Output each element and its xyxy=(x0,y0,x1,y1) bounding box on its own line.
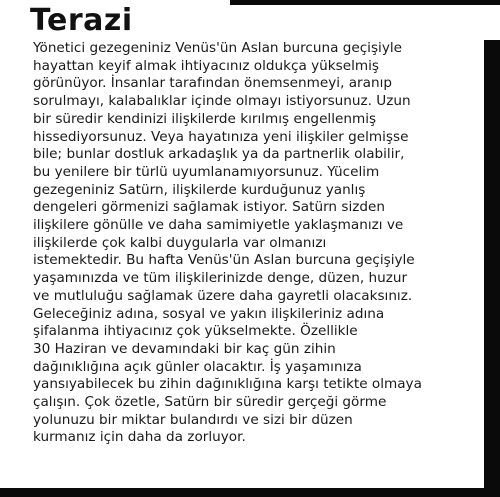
article-body xyxy=(33,40,483,447)
body-line: dağınıklığına açık günler olacaktır. İş yaşamınıza xyxy=(33,358,362,375)
body-line: 30 Haziran ve devamındaki bir kaç gün zihin xyxy=(33,340,336,357)
body-line: bile; bunlar dostluk arkadaşlık ya da partnerlik olabilir, xyxy=(33,146,405,163)
body-line: bu yenilere bir türlü uyumlanamıyorsunuz. Yücelim xyxy=(33,163,380,180)
body-line: çalışın. Çok özetle, Satürn bir süredir gerçeği görme xyxy=(33,394,387,411)
body-line: şifalanma ihtiyacınız çok yükselmekte. Özellikle xyxy=(33,323,358,340)
body-line: yansıyabilecek bu zihin dağınıklığına karşı tetikte olmaya xyxy=(33,376,422,393)
body-line: sorulmayı, kalabalıklar içinde olmayı istiyorsunuz. Uzun xyxy=(33,93,411,110)
body-line: görünüyor. İnsanlar tarafından önemsenmeyi, aranıp xyxy=(33,75,392,92)
body-line: hayattan keyif almak ihtiyacınız oldukça yükselmiş xyxy=(33,57,379,74)
bottom-border-bar xyxy=(0,488,500,497)
article-title: Terazi xyxy=(30,3,133,38)
body-line: gezegeniniz Satürn, ilişkilerde kurduğunuz yanlış xyxy=(33,181,366,198)
body-line: bir süredir kendinizi ilişkilerde kırılmış engellenmiş xyxy=(33,110,377,127)
right-border-bar xyxy=(484,40,500,497)
body-line: ilişkilerde çok kalbi duygularla var olmanızı xyxy=(33,234,327,251)
body-line: Geleceğiniz adına, sosyal ve yakın ilişkileriniz adına xyxy=(33,305,385,322)
body-line: kurmanız için daha da zorluyor. xyxy=(33,429,246,446)
body-line: dengeleri görmenizi sağlamak istiyor. Satürn sizden xyxy=(33,199,385,216)
body-line: yaşamınızda ve tüm ilişkilerinizde denge, düzen, huzur xyxy=(33,270,408,287)
top-border-bar xyxy=(230,0,500,5)
body-line: istemektedir. Bu hafta Venüs'ün Aslan burcuna geçişiyle xyxy=(33,252,415,269)
body-line: Yönetici gezegeniniz Venüs'ün Aslan burcuna geçişiyle xyxy=(33,40,403,56)
body-line: ilişkilere gönülle ve daha samimiyetle yaklaşmanızı ve xyxy=(33,217,404,234)
body-line: yolunuzu bir miktar bulandırdı ve sizi bir düzen xyxy=(33,411,353,428)
body-line: hissediyorsunuz. Veya hayatınıza yeni ilişkiler gelmişse xyxy=(33,128,409,145)
body-line: ve mutluluğu sağlamak üzere daha gayretli olacaksınız. xyxy=(33,287,413,304)
